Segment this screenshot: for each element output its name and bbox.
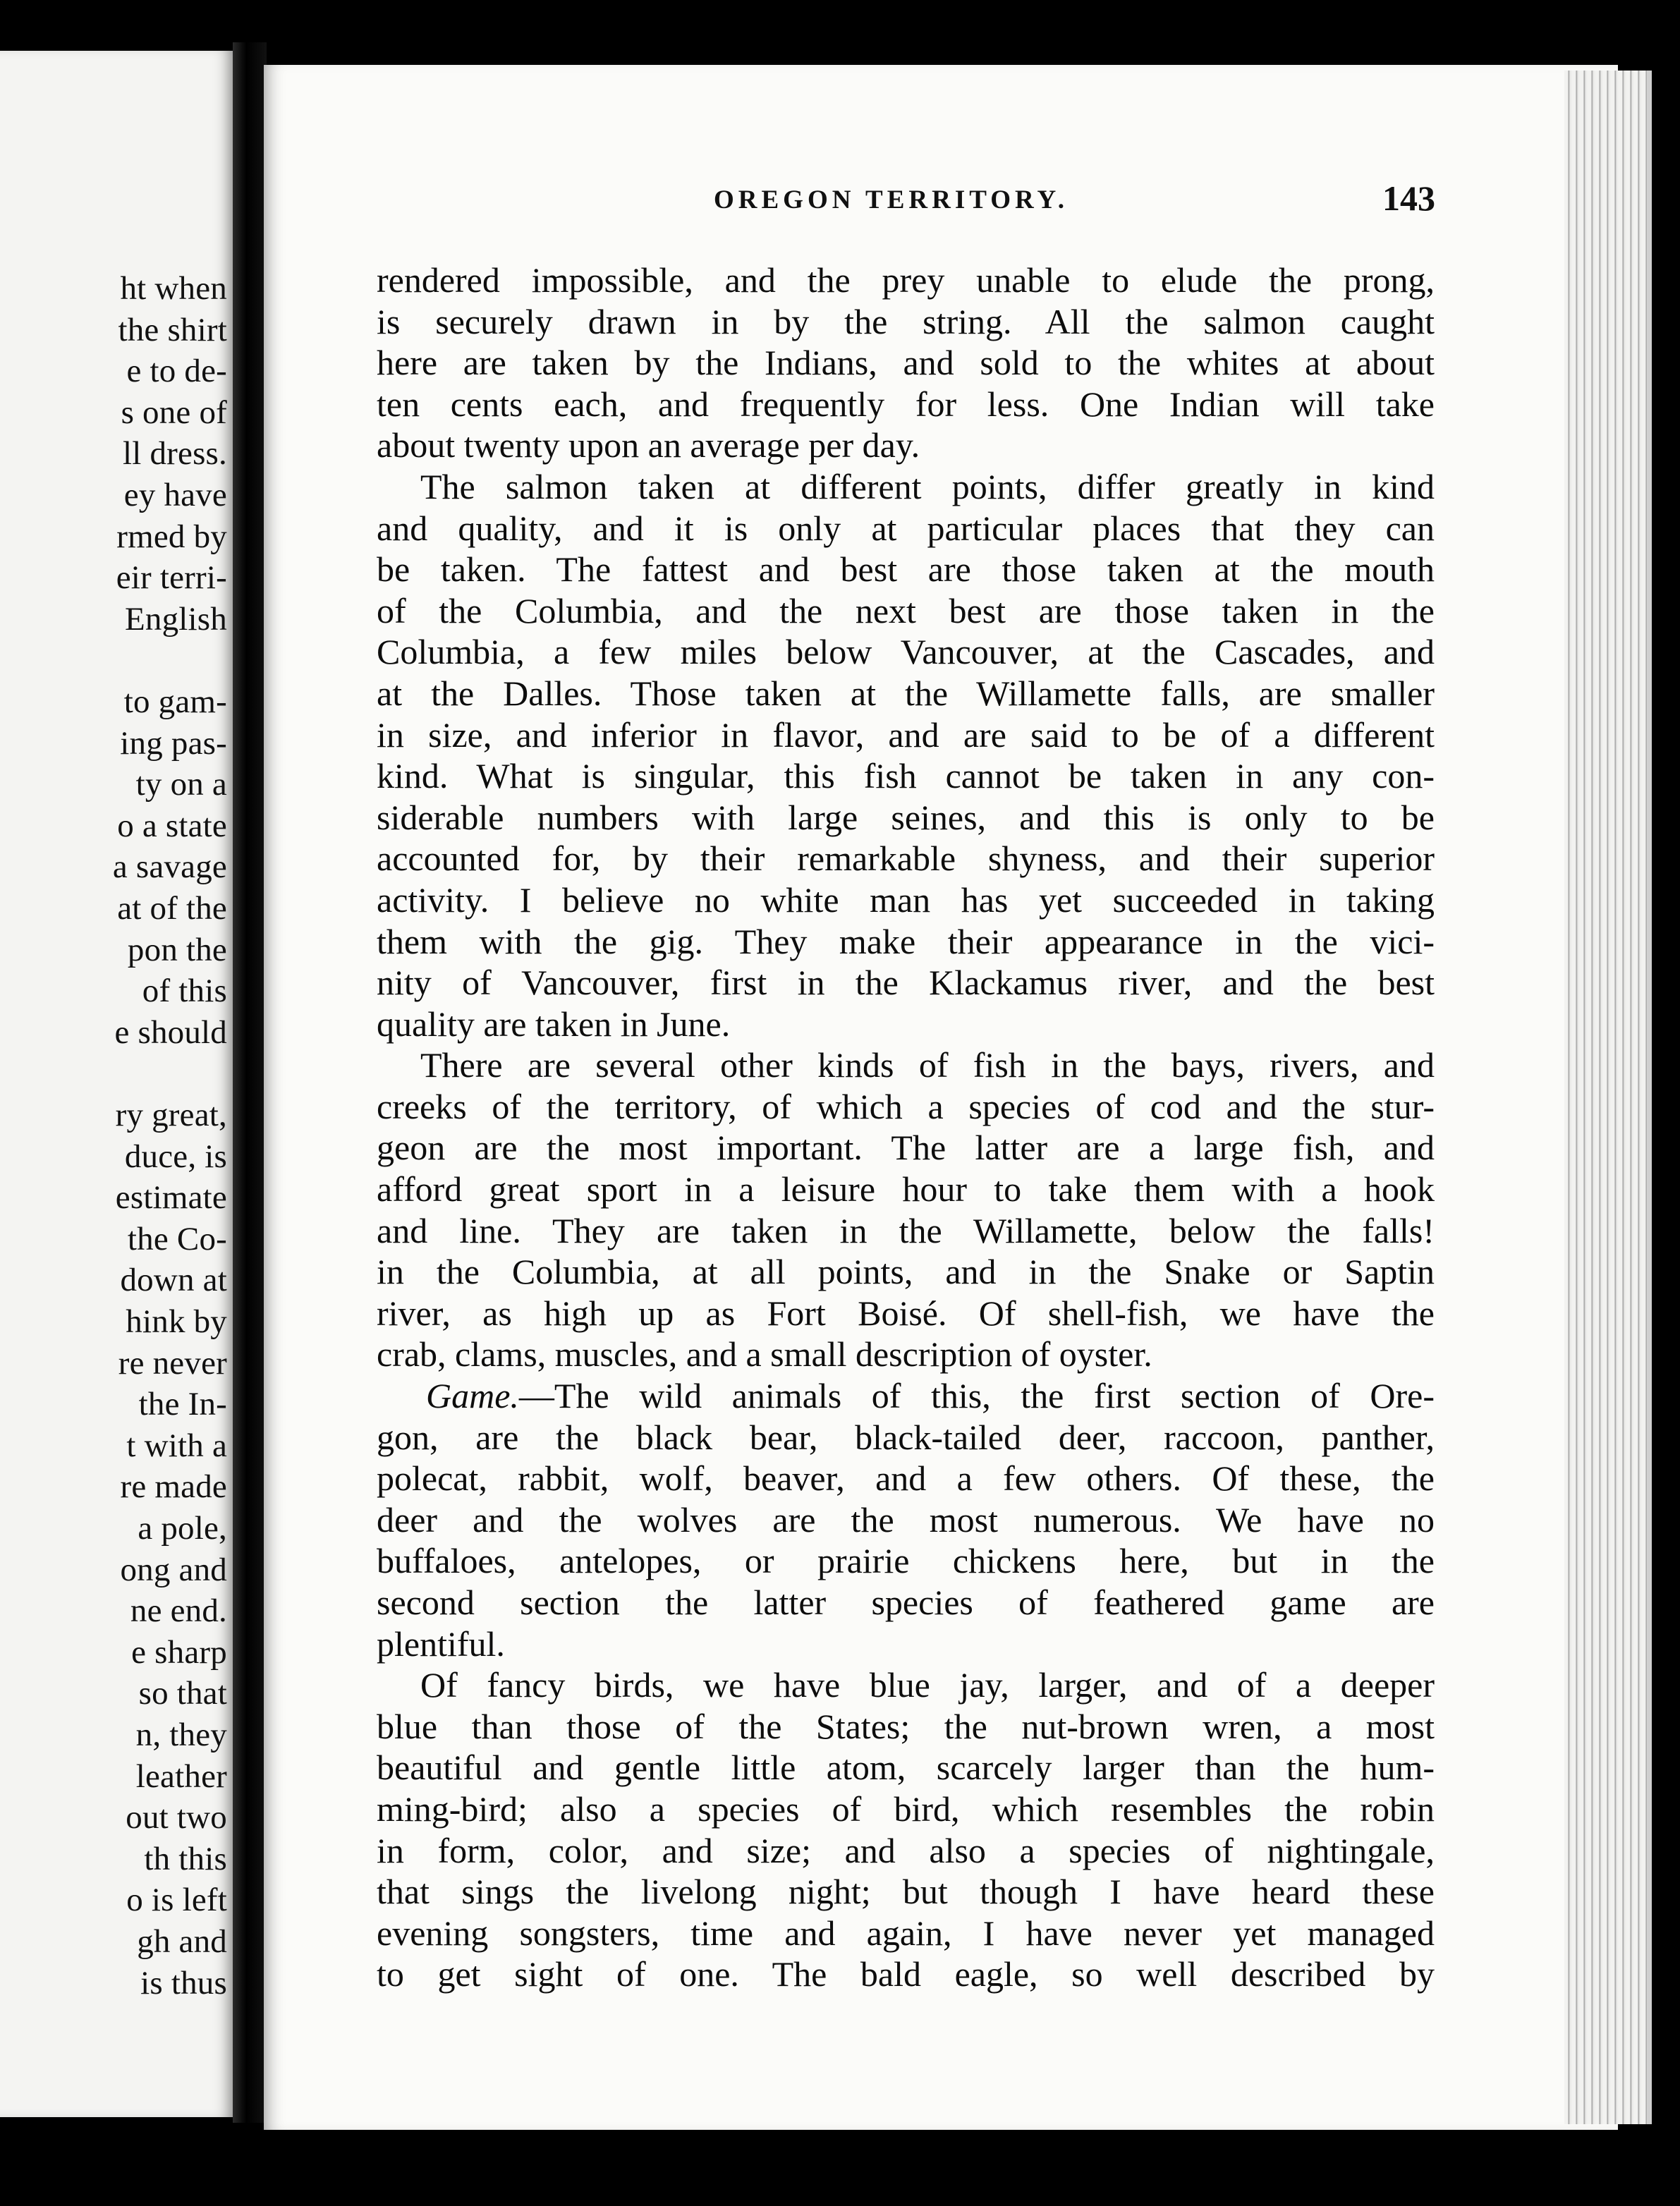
text-line: afford great sport in a leisure hour to take them with a hook	[377, 1169, 1435, 1209]
text-line: river, as high up as Fort Boisé. Of shell-fish, we have the	[377, 1293, 1435, 1333]
left-page-line: hink by	[126, 1303, 227, 1340]
left-page-line: to gam-	[123, 683, 227, 720]
left-page	[0, 51, 233, 2117]
text-line: in size, and inferior in flavor, and are said to be of a different	[377, 714, 1435, 755]
text-line: quality are taken in June.	[377, 1004, 731, 1044]
left-page-line: gh and	[137, 1923, 227, 1960]
left-page-line: re never	[118, 1344, 227, 1382]
book-gutter	[233, 42, 267, 2123]
text-line: evening songsters, time and again, I have never yet managed	[377, 1913, 1435, 1953]
left-page-line: estimate	[115, 1179, 227, 1217]
text-line: and quality, and it is only at particular places that they can	[377, 508, 1435, 548]
left-page-line: the shirt	[118, 311, 227, 348]
left-page-line: ty on a	[135, 766, 227, 803]
left-page-line: th this	[144, 1840, 227, 1877]
left-page-line: n, they	[135, 1717, 227, 1753]
text-line: activity. I believe no white man has yet succeeded in taking	[377, 879, 1435, 920]
text-line: here are taken by the Indians, and sold to the whites at about	[377, 343, 1435, 383]
left-page-line: ll dress.	[122, 435, 227, 473]
left-page-line: is thus	[140, 1964, 227, 2001]
text-line: The salmon taken at different points, differ greatly in kind	[420, 466, 1435, 506]
text-line: beautiful and gentle little atom, scarcely larger than the hum-	[377, 1748, 1435, 1788]
left-page-line: ne end.	[130, 1592, 227, 1630]
left-page-line: pon the	[127, 931, 227, 968]
left-page-line: out two	[126, 1799, 227, 1836]
text-line: be taken. The fattest and best are those taken at the mouth	[377, 549, 1435, 590]
left-page-line: a savage	[112, 848, 227, 886]
text-line: polecat, rabbit, wolf, beaver, and a few others. Of these, the	[377, 1458, 1435, 1499]
text-line: plentiful.	[377, 1623, 505, 1664]
body-text	[377, 260, 1435, 1995]
left-page-line: e sharp	[131, 1633, 227, 1671]
left-page-line: o a state	[117, 807, 227, 844]
left-page-line: ey have	[123, 477, 227, 513]
left-page-line: o is left	[126, 1882, 227, 1919]
text-line: accounted for, by their remarkable shyness, and their superior	[377, 839, 1435, 879]
text-line: is securely drawn in by the string. All the salmon caught	[377, 301, 1435, 341]
text-line: them with the gig. They make their appearance in the vici-	[377, 921, 1435, 961]
text-line: second section the latter species of feathered game are	[377, 1583, 1435, 1622]
text-line: crab, clams, muscles, and a small description of oyster.	[377, 1334, 1152, 1375]
text-line: Columbia, a few miles below Vancouver, at the Cascades, and	[377, 632, 1435, 672]
text-line	[377, 1375, 1435, 1417]
left-page-line: rmed by	[116, 518, 227, 555]
left-page-line: e should	[114, 1013, 227, 1051]
text-line: nity of Vancouver, first in the Klackamus river, and the best	[377, 963, 1435, 1003]
left-page-line: ry great,	[115, 1097, 227, 1133]
text-line: blue than those of the States; the nut-brown wren, a most	[377, 1706, 1435, 1746]
text-line: ming-bird; also a species of bird, which resembles the robin	[377, 1788, 1435, 1829]
left-page-line: ong and	[120, 1551, 227, 1588]
running-head: OREGON TERRITORY.	[714, 185, 1069, 214]
left-page-line: down at	[120, 1262, 227, 1299]
text-line: There are several other kinds of fish in the bays, rivers, and	[420, 1045, 1435, 1085]
left-page-line: the Co-	[127, 1220, 227, 1257]
page-number: 143	[1382, 178, 1435, 218]
text-line: in the Columbia, at all points, and in the Snake or Saptin	[377, 1252, 1435, 1292]
text-line: deer and the wolves are the most numerous. We have no	[377, 1499, 1435, 1540]
left-page-line: at of the	[117, 890, 227, 927]
left-page-line: the In-	[138, 1386, 227, 1423]
text-line: to get sight of one. The bald eagle, so well described by	[377, 1954, 1435, 1994]
text-line: in form, color, and size; and also a species of nightingale,	[377, 1830, 1435, 1870]
page-edges	[1564, 71, 1652, 2124]
text-line: kind. What is singular, this fish cannot be taken in any con-	[377, 756, 1435, 796]
left-page-line: ht when	[120, 270, 227, 307]
text-line: at the Dalles. Those taken at the Willamette falls, are smaller	[377, 673, 1435, 713]
left-page-line: a pole,	[138, 1510, 227, 1547]
left-page-line: of this	[142, 973, 227, 1010]
left-page-line: t with a	[126, 1427, 227, 1464]
text-line: Of fancy birds, we have blue jay, larger, and of a deeper	[420, 1665, 1435, 1705]
left-page-line: re made	[120, 1468, 227, 1506]
left-page-line: eir terri-	[116, 559, 227, 597]
text-line: that sings the livelong night; but though I have heard these	[377, 1872, 1435, 1912]
text-line: rendered impossible, and the prey unable to elude the prong,	[377, 260, 1435, 300]
text-line: and line. They are taken in the Willamette, below the falls!	[377, 1210, 1435, 1250]
text-line: creeks of the territory, of which a species of cod and the stur-	[377, 1086, 1435, 1126]
left-page-line: ing pas-	[120, 724, 227, 762]
left-page-line: s one of	[121, 394, 227, 431]
text-run: —The wild animals of this, the first section of Ore-	[518, 1376, 1435, 1416]
text-line: of the Columbia, and the next best are those taken in the	[377, 590, 1435, 630]
left-page-line: English	[124, 600, 227, 638]
section-lead-in: Game.	[426, 1376, 519, 1416]
left-page-line: so that	[138, 1675, 227, 1712]
left-page-line: e to de-	[126, 353, 227, 390]
text-line: ten cents each, and frequently for less. One Indian will take	[377, 384, 1435, 424]
text-line: geon are the most important. The latter are a large fish, and	[377, 1128, 1435, 1168]
text-line: gon, are the black bear, black-tailed deer, raccoon, panther,	[377, 1417, 1435, 1457]
left-page-line: duce, is	[124, 1138, 227, 1175]
text-line: buffaloes, antelopes, or prairie chickens here, but in the	[377, 1541, 1435, 1581]
text-line: about twenty upon an average per day.	[377, 425, 920, 465]
left-page-line: leather	[135, 1757, 227, 1795]
text-line: siderable numbers with large seines, and this is only to be	[377, 797, 1435, 837]
